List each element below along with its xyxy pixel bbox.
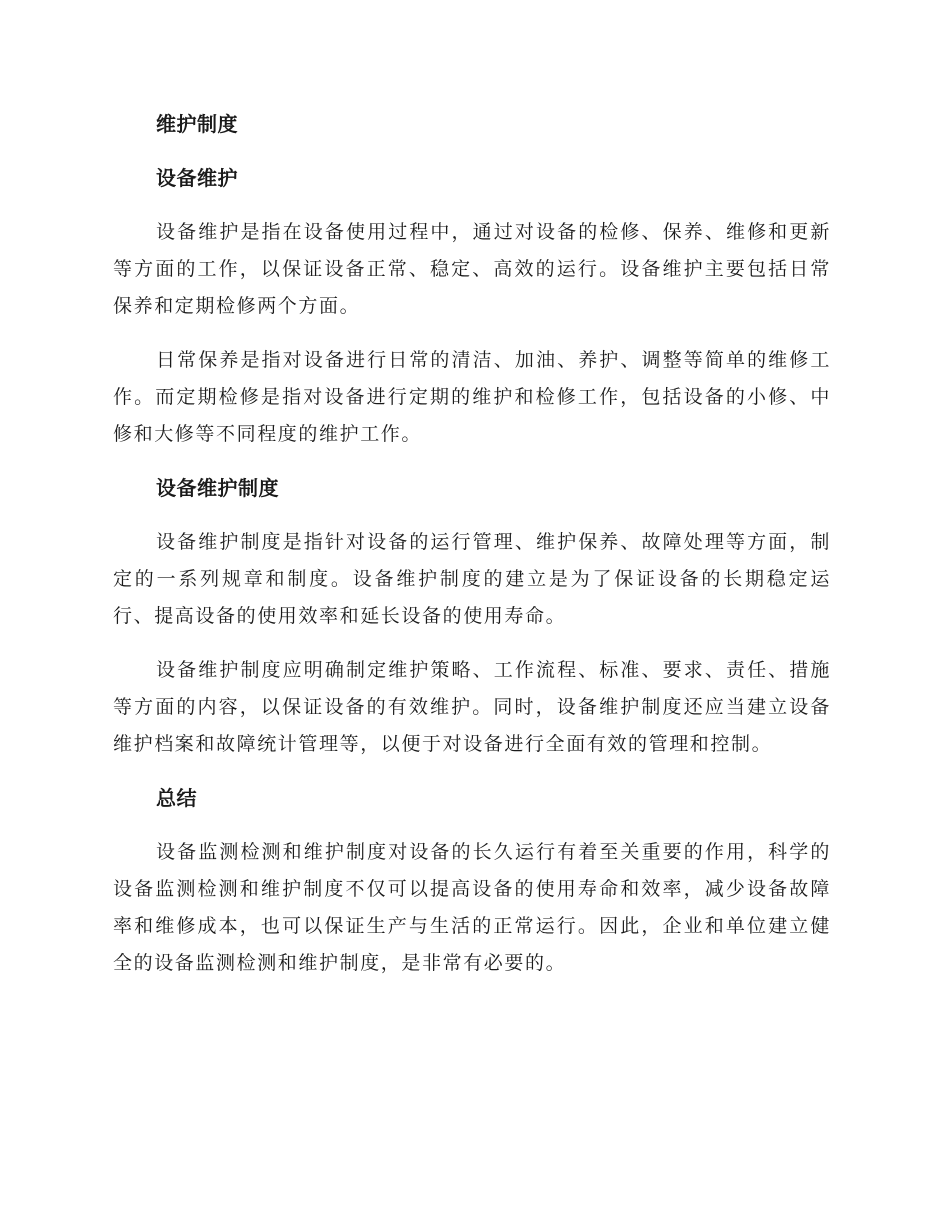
section-heading: 设备维护: [156, 166, 238, 190]
paragraph: 日常保养是指对设备进行日常的清洁、加油、养护、调整等简单的维修工作。而定期检修是指对设备进行定期的维护和检修工作，包括设备的小修、中修和大修等不同程度的维护工作。: [113, 349, 831, 445]
document-title: 维护制度: [156, 112, 238, 136]
paragraph: 设备监测检测和维护制度对设备的长久运行有着至关重要的作用，科学的设备监测检测和维护制度不仅可以提高设备的使用寿命和效率，减少设备故障率和维修成本，也可以保证生产与生活的正常运行。因此，企业和单位建立健全的设备监测检测和维护制度，是非常有必要的。: [113, 841, 831, 974]
section-heading: 总结: [156, 786, 197, 810]
section-heading: 设备维护制度: [156, 476, 279, 500]
paragraph: 设备维护制度应明确制定维护策略、工作流程、标准、要求、责任、措施等方面的内容，以保证设备的有效维护。同时，设备维护制度还应当建立设备维护档案和故障统计管理等，以便于对设备进行全面有效的管理和控制。: [113, 659, 831, 755]
paragraph: 设备维护制度是指针对设备的运行管理、维护保养、故障处理等方面，制定的一系列规章和制度。设备维护制度的建立是为了保证设备的长期稳定运行、提高设备的使用效率和延长设备的使用寿命。: [113, 531, 831, 627]
document-page: [113, 106, 831, 999]
paragraph: 设备维护是指在设备使用过程中，通过对设备的检修、保养、维修和更新等方面的工作，以保证设备正常、稳定、高效的运行。设备维护主要包括日常保养和定期检修两个方面。: [113, 221, 831, 317]
